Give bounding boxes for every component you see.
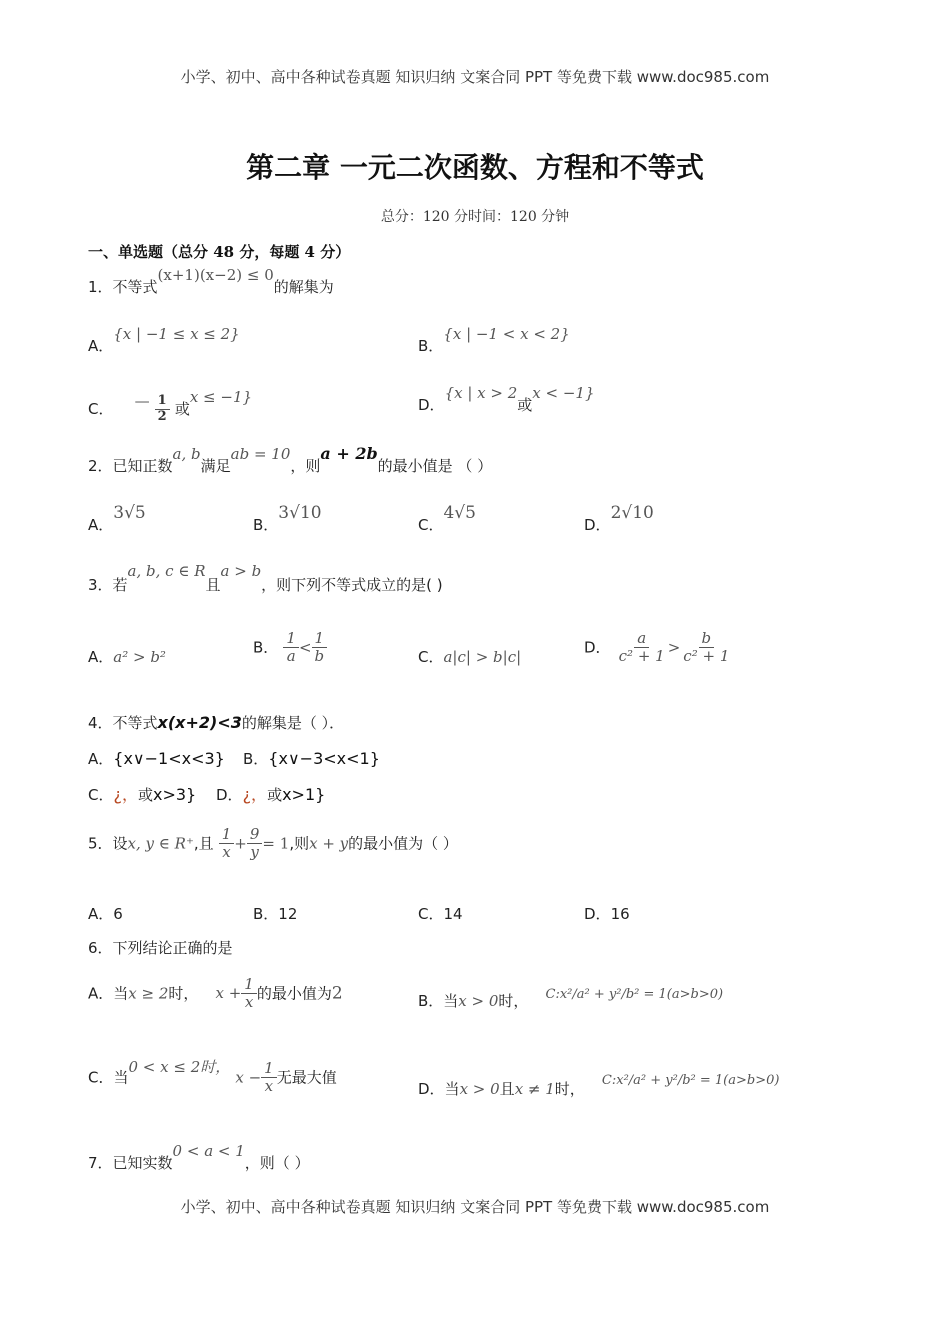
q4-option-b: B．{x∨−3<x<1} (243, 749, 380, 768)
question-1: 1．不等式(x+1)(x−2) ≤ 0的解集为 (88, 266, 334, 296)
question-6: 6．下列结论正确的是 (88, 939, 233, 957)
section-heading: 一、单选题（总分 48 分，每题 4 分） (88, 243, 351, 261)
question-3: 3．若a, b, c ∈ R且a > b，则下列不等式成立的是( ) (88, 562, 443, 594)
q1-option-d: D．{x | x > 2或x < −1} (418, 384, 595, 414)
score-line: 总分：120 分时间：120 分钟 (380, 209, 570, 225)
q4-option-d: D．¿，或x>1} (216, 785, 326, 804)
q5-option-c: C．14 (418, 905, 463, 923)
q2-option-c: C．4√5 (418, 503, 476, 534)
q1-option-c: C． — $\frac{1}{2}$ 或x ≤ −1} (88, 387, 253, 424)
q4-option-a: A．{x∨−1<x<3} (88, 749, 225, 768)
q6-option-c: C．当0 < x ≤ 2时， x − $\frac{1}{x}$ 无最大值 (88, 1058, 337, 1096)
q5-option-a: A．6 (88, 905, 123, 923)
q5-option-b: B．12 (253, 905, 298, 923)
page-footer: 小学、初中、高中各种试卷真题 知识归纳 文案合同 PPT 等免费下载 www.doc985.com (180, 1198, 770, 1216)
q6-option-d: D．当x > 0且x ≠ 1时， $^{C:x^2/a^2 + y^2/b^2 = 1(a>b>0)}$ (418, 1073, 780, 1098)
question-5: 5．设x, y ∈ R⁺,且 $\frac{1}{x}$ + $\frac{9}{y}$ = 1,则x + y的最小值为（ ） (88, 825, 458, 862)
question-2: 2．已知正数a, b满足ab = 10，则a + 2b的最小值是 （ ） (88, 444, 493, 475)
q1-option-b: B．{x | −1 < x < 2} (418, 325, 570, 355)
q1-option-a: A．{x | −1 ≤ x ≤ 2} (88, 325, 240, 355)
page-title: 第二章 一元二次函数、方程和不等式 (246, 151, 704, 184)
q3-option-a: A．a² > b² (88, 648, 166, 666)
q6-option-a: A．当x ≥ 2时， x + $\frac{1}{x}$ 的最小值为2 (88, 975, 343, 1012)
question-7: 7．已知实数0 < a < 1，则（ ） (88, 1142, 310, 1172)
page-header: 小学、初中、高中各种试卷真题 知识归纳 文案合同 PPT 等免费下载 www.doc985.com (180, 68, 770, 86)
question-4: 4．不等式x(x+2)<3的解集是（ ）． (88, 713, 345, 732)
q3-option-d: D． $\frac{a}{\text{c² + 1}}$ > $\frac{b}{\text{c² + 1}}$ (584, 629, 730, 666)
q2-option-b: B．3√10 (253, 503, 322, 534)
q3-option-b: B． $\frac{1}{a}$ < $\frac{1}{b}$ (253, 630, 327, 666)
q2-option-a: A．3√5 (88, 503, 146, 534)
q1-expr: (x+1)(x−2) ≤ 0 (157, 266, 274, 284)
q3-option-c: C．a|c| > b|c| (418, 648, 522, 666)
q6-option-b: B．当x > 0时， $^{C:x^2/a^2 + y^2/b^2 = 1(a>b>0)}$ (418, 987, 724, 1010)
q5-option-d: D．16 (584, 905, 630, 923)
q4-option-c: C．¿，或x>3} (88, 785, 197, 804)
q2-option-d: D．2√10 (584, 503, 654, 534)
